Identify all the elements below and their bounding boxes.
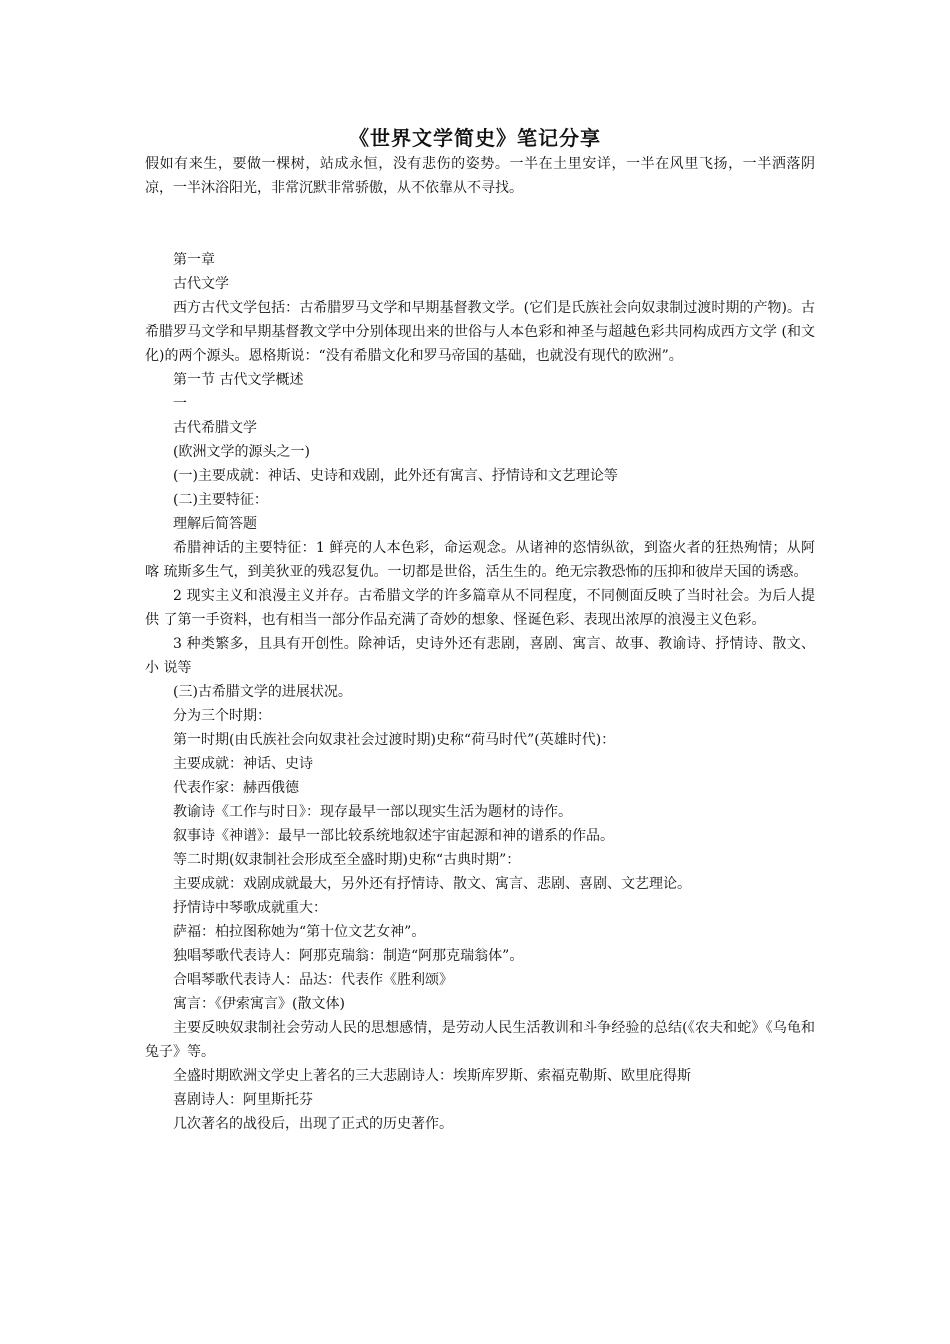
period-one-narrative-poem: 叙事诗《神谱》：最早一部比较系统地叙述宇宙起源和神的谱系的作品。 <box>173 828 614 844</box>
document-title: 《世界文学简史》笔记分享 <box>349 126 601 150</box>
periods-intro: 分为三个时期： <box>173 708 271 724</box>
period-one-didactic-poem: 教谕诗《工作与时日》：现存最早一部以现实生活为题材的诗作。 <box>173 804 572 820</box>
period-two-fable: 寓言：《伊索寓言》(散文体) <box>173 996 345 1012</box>
period-two-tragedians: 全盛时期欧洲文学史上著名的三大悲剧诗人：埃斯库罗斯、索福克勒斯、欧里庇得斯 <box>173 1068 691 1084</box>
feature-two-paragraph: 2 现实主义和浪漫主义并存。古希腊文学的许多篇章从不同程度，不同侧面反映了当时社会。为后人提供 了第一手资料，也有相当一部分作品充满了奇妙的想象、怪诞色彩、表现出浓厚的浪漫主义色彩。 <box>145 588 815 628</box>
period-two-choral-lyric: 合唱琴歌代表诗人：品达：代表作《胜利颂》 <box>173 972 453 988</box>
period-two-sappho: 萨福：柏拉图称她为“第十位文艺女神”。 <box>173 924 426 940</box>
main-features-heading: (二)主要特征： <box>173 492 268 508</box>
chapter-heading: 第一章 <box>173 252 215 268</box>
period-two-lyric: 抒情诗中琴歌成就重大： <box>173 900 327 916</box>
understand-note: 理解后简答题 <box>173 516 257 532</box>
period-two-history: 几次著名的战役后，出现了正式的历史著作。 <box>173 1116 453 1132</box>
period-two-heading: 等二时期(奴隶制社会形成至全盛时期)史称“古典时期”： <box>173 852 521 868</box>
overview-paragraph: 西方古代文学包括：古希腊罗马文学和早期基督教文学。(它们是氏族社会向奴隶制过渡时期的产物)。古 希腊罗马文学和早期基督教文学中分别体现出来的世俗与人本色彩和神圣与超越色彩共同构成西方文学 (和文化)的两个源头。恩格斯说：“没有希腊文化和罗马帝国的基础，也就没有现代的欧洲”。 <box>145 300 815 364</box>
chapter-title: 古代文学 <box>173 276 229 292</box>
greek-literature-note: (欧洲文学的源头之一) <box>173 444 310 460</box>
section-heading: 第一节 古代文学概述 <box>173 372 304 388</box>
main-achievement: (一)主要成就：神话、史诗和戏剧，此外还有寓言、抒情诗和文艺理论等 <box>173 468 618 484</box>
period-one-heading: 第一时期(由氏族社会向奴隶社会过渡时期)史称“荷马时代”(英雄时代)： <box>173 732 616 748</box>
greek-literature-title: 古代希腊文学 <box>173 420 257 436</box>
progress-heading: (三)古希腊文学的进展状况。 <box>173 684 352 700</box>
numbering-one: 一 <box>173 396 187 412</box>
period-two-fable-description: 主要反映奴隶制社会劳动人民的思想感情，是劳动人民生活教训和斗争经验的总结(《农夫和蛇》《乌龟和 兔子》等。 <box>145 1020 815 1060</box>
period-one-achievement: 主要成就：神话、史诗 <box>173 756 313 772</box>
period-two-achievement: 主要成就：戏剧成就最大，另外还有抒情诗、散文、寓言、悲剧、喜剧、文艺理论。 <box>173 876 691 892</box>
period-two-comedian: 喜剧诗人：阿里斯托芬 <box>173 1092 313 1108</box>
feature-three-paragraph: 3 种类繁多，且具有开创性。除神话，史诗外还有悲剧，喜剧、寓言、故事、教谕诗、抒情诗、散文、小 说等 <box>145 636 815 676</box>
feature-one-paragraph: 希腊神话的主要特征：1 鲜亮的人本色彩，命运观念。从诸神的恣情纵欲，到盗火者的狂热殉情；从阿喀 琉斯多生气，到美狄亚的残忍复仇。一切都是世俗，活生生的。绝无宗教恐怖的压抑和彼岸天国的诱惑。 <box>145 540 815 580</box>
document-body <box>145 152 815 1136</box>
period-one-author: 代表作家：赫西俄德 <box>173 780 299 796</box>
period-two-solo-lyric: 独唱琴歌代表诗人：阿那克瑞翁：制造“阿那克瑞翁体”。 <box>173 948 524 964</box>
intro-paragraph: 假如有来生，要做一棵树，站成永恒，没有悲伤的姿势。一半在土里安详，一半在风里飞扬，一半洒落阴凉，一半沐浴阳光，非常沉默非常骄傲，从不依靠从不寻找。 <box>145 156 815 196</box>
spacer <box>145 200 815 248</box>
